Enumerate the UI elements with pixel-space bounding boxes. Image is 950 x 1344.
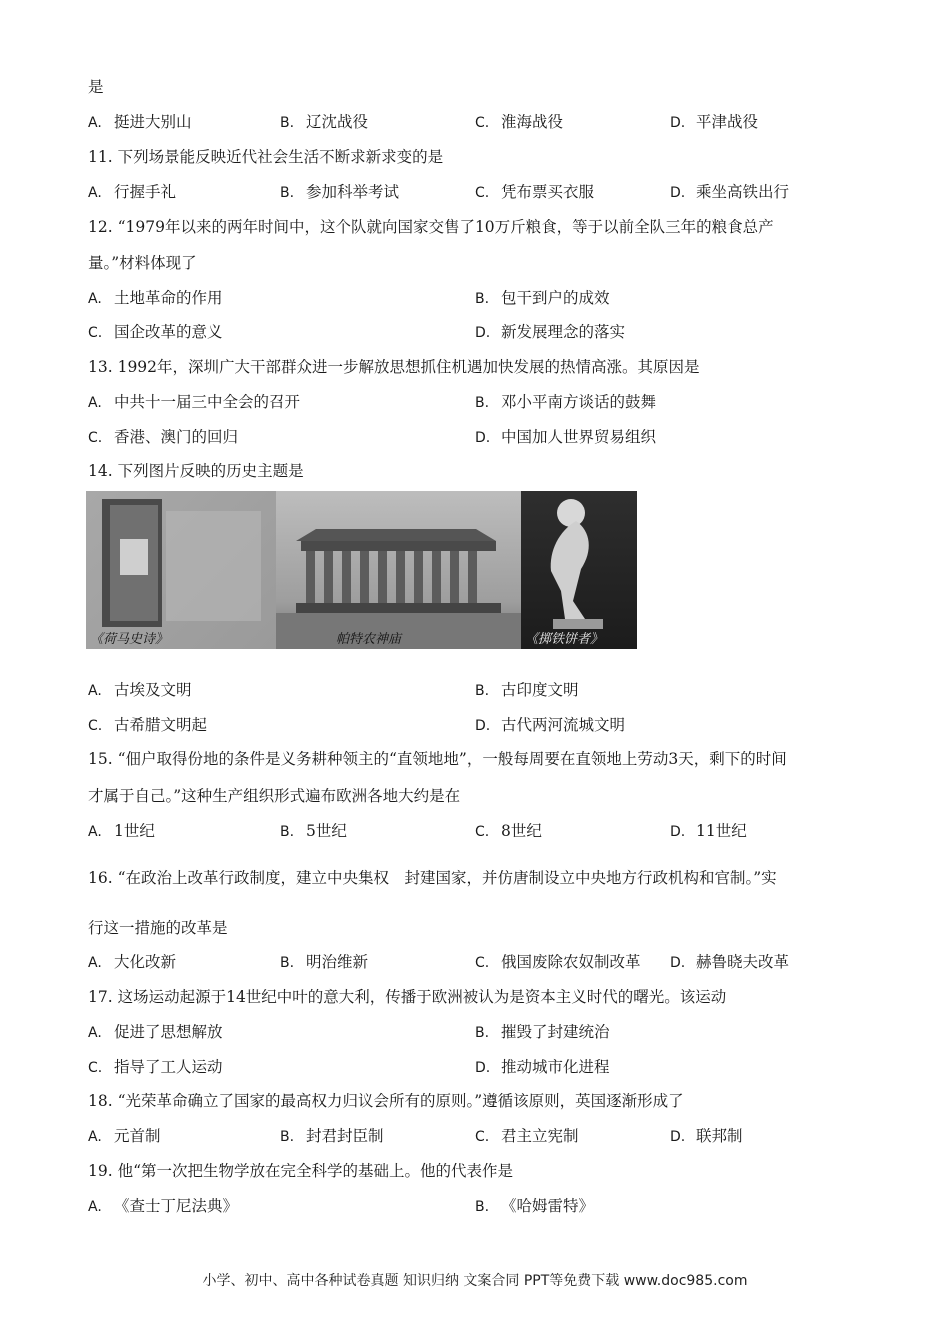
page-footer: 小学、初中、高中各种试卷真题 知识归纳 文案合同 PPT等免费下载 www.doc985.com bbox=[202, 1273, 748, 1289]
option-q10-b[interactable]: B. 辽沈战役 bbox=[280, 113, 369, 131]
option-q14-b[interactable]: B. 古印度文明 bbox=[475, 681, 579, 699]
option-q11-a[interactable]: A. 行握手礼 bbox=[88, 183, 177, 201]
q18-stem: 18. “光荣革命确立了国家的最高权力归议会所有的原则。”遵循该原则，英国逐渐形成了 bbox=[88, 1092, 684, 1110]
option-q16-d[interactable]: D. 赫鲁晓夫改革 bbox=[670, 953, 790, 971]
option-q13-a[interactable]: A. 中共十一届三中全会的召开 bbox=[88, 393, 301, 411]
q11-stem: 11. 下列场景能反映近代社会生活不断求新求变的是 bbox=[88, 148, 444, 166]
parthenon-photo bbox=[276, 491, 521, 649]
q14-stem: 14. 下列图片反映的历史主题是 bbox=[88, 462, 304, 480]
option-q12-a[interactable]: A. 土地革命的作用 bbox=[88, 289, 223, 307]
option-q11-c[interactable]: C. 凭布票买衣服 bbox=[475, 183, 595, 201]
discobolus-photo bbox=[521, 491, 637, 649]
option-q10-a[interactable]: A. 挺进大别山 bbox=[88, 113, 192, 131]
option-q19-a[interactable]: A. 《查士丁尼法典》 bbox=[88, 1197, 239, 1215]
discobolus-image bbox=[521, 491, 637, 649]
parthenon-image bbox=[276, 491, 521, 649]
option-q16-a[interactable]: A. 大化改新 bbox=[88, 953, 177, 971]
q19-stem: 19. 他“第一次把生物学放在完全科学的基础上。他的代表作是 bbox=[88, 1162, 514, 1180]
option-q12-b[interactable]: B. 包干到户的成效 bbox=[475, 289, 610, 307]
option-q10-d[interactable]: D. 平津战役 bbox=[670, 113, 759, 131]
option-q17-d[interactable]: D. 推动城市化进程 bbox=[475, 1058, 610, 1076]
q17-stem: 17. 这场运动起源于14世纪中叶的意大利，传播于欧洲被认为是资本主义时代的曙光。该运动 bbox=[88, 988, 727, 1006]
option-q19-b[interactable]: B. 《哈姆雷特》 bbox=[475, 1197, 595, 1215]
q15-stem-line2: 才属于自己。”这种生产组织形式遍布欧洲各地大约是在 bbox=[88, 787, 461, 805]
option-q13-b[interactable]: B. 邓小平南方谈话的鼓舞 bbox=[475, 393, 657, 411]
option-q12-d[interactable]: D. 新发展理念的落实 bbox=[475, 323, 626, 341]
option-q13-c[interactable]: C. 香港、澳门的回归 bbox=[88, 428, 239, 446]
option-q12-c[interactable]: C. 国企改革的意义 bbox=[88, 323, 223, 341]
q15-stem-line1: 15. “佃户取得份地的条件是义务耕种领主的“直领地地”，一般每周要在直领地上劳动3天，剩下的时间 bbox=[88, 750, 787, 768]
caption-discobolus: 《掷铁饼者》 bbox=[525, 632, 604, 647]
option-q15-c[interactable]: C. 8世纪 bbox=[475, 822, 542, 840]
option-q16-b[interactable]: B. 明治维新 bbox=[280, 953, 369, 971]
caption-parthenon: 帕特农神庙 bbox=[336, 632, 402, 647]
option-q11-d[interactable]: D. 乘坐高铁出行 bbox=[670, 183, 790, 201]
option-q13-d[interactable]: D. 中国加人世界贸易组织 bbox=[475, 428, 657, 446]
option-q17-c[interactable]: C. 指导了工人运动 bbox=[88, 1058, 223, 1076]
q16-stem-line1: 16. “在政治上改革行政制度，建立中央集权 封建国家，并仿唐制设立中央地方行政机构和官制。”实 bbox=[88, 869, 777, 887]
option-q10-c[interactable]: C. 淮海战役 bbox=[475, 113, 564, 131]
option-q15-d[interactable]: D. 11世纪 bbox=[670, 822, 747, 840]
option-q14-a[interactable]: A. 古埃及文明 bbox=[88, 681, 192, 699]
book-image bbox=[86, 491, 276, 649]
q16-stem-line2: 行这一措施的改革是 bbox=[88, 919, 228, 937]
option-q17-a[interactable]: A. 促进了思想解放 bbox=[88, 1023, 223, 1041]
option-q15-a[interactable]: A. 1世纪 bbox=[88, 822, 155, 840]
option-q17-b[interactable]: B. 摧毁了封建统治 bbox=[475, 1023, 610, 1041]
option-q15-b[interactable]: B. 5世纪 bbox=[280, 822, 347, 840]
option-q18-d[interactable]: D. 联邦制 bbox=[670, 1127, 743, 1145]
homer-epic-book-photo bbox=[86, 491, 276, 649]
q12-stem-line2: 量。”材料体现了 bbox=[88, 254, 197, 272]
history-photo-strip bbox=[86, 491, 637, 649]
caption-homer-epic: 《荷马史诗》 bbox=[90, 632, 169, 647]
option-q14-d[interactable]: D. 古代两河流城文明 bbox=[475, 716, 626, 734]
q10-stem-tail: 是 bbox=[88, 78, 104, 96]
option-q18-a[interactable]: A. 元首制 bbox=[88, 1127, 161, 1145]
option-q14-c[interactable]: C. 古希腊文明起 bbox=[88, 716, 208, 734]
option-q18-b[interactable]: B. 封君封臣制 bbox=[280, 1127, 384, 1145]
option-q11-b[interactable]: B. 参加科举考试 bbox=[280, 183, 400, 201]
q13-stem: 13. 1992年，深圳广大干部群众进一步解放思想抓住机遇加快发展的热情高涨。其原因是 bbox=[88, 358, 700, 376]
option-q16-c[interactable]: C. 俄国废除农奴制改革 bbox=[475, 953, 641, 971]
option-q18-c[interactable]: C. 君主立宪制 bbox=[475, 1127, 579, 1145]
q12-stem-line1: 12. “1979年以来的两年时间中，这个队就向国家交售了10万斤粮食，等于以前全队三年的粮食总产 bbox=[88, 218, 774, 236]
